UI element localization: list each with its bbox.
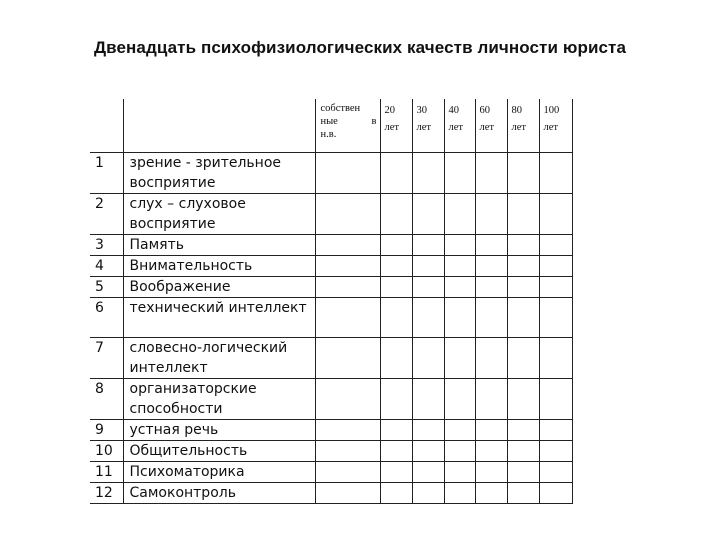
cell-age-value bbox=[412, 298, 444, 338]
row-quality-name: технический интеллект bbox=[123, 298, 315, 338]
cell-age-value bbox=[539, 420, 572, 441]
header-quality-cell bbox=[123, 99, 315, 153]
cell-age-value bbox=[475, 420, 507, 441]
header-age-cell bbox=[507, 99, 539, 153]
cell-age-value bbox=[507, 256, 539, 277]
header-age-number: 60 bbox=[479, 105, 490, 116]
row-number: 7 bbox=[90, 338, 123, 379]
table-row bbox=[90, 379, 572, 420]
cell-own-level bbox=[315, 338, 380, 379]
header-age-cell bbox=[475, 99, 507, 153]
cell-age-value bbox=[380, 256, 412, 277]
cell-age-value bbox=[475, 256, 507, 277]
table-row bbox=[90, 256, 572, 277]
cell-age-value bbox=[475, 441, 507, 462]
cell-age-value bbox=[539, 153, 572, 194]
cell-age-value bbox=[539, 298, 572, 338]
cell-age-value bbox=[380, 441, 412, 462]
cell-age-value bbox=[444, 194, 475, 235]
cell-age-value bbox=[507, 462, 539, 483]
cell-own-level bbox=[315, 298, 380, 338]
cell-age-value bbox=[507, 277, 539, 298]
row-quality-name: Общительность bbox=[123, 441, 315, 462]
row-number: 9 bbox=[90, 420, 123, 441]
cell-age-value bbox=[380, 379, 412, 420]
table-row bbox=[90, 194, 572, 235]
page-title: Двенадцать психофизиологических качеств личности юриста bbox=[93, 38, 627, 57]
cell-age-value bbox=[444, 235, 475, 256]
cell-age-value bbox=[412, 338, 444, 379]
row-number: 10 bbox=[90, 441, 123, 462]
cell-age-value bbox=[444, 483, 475, 504]
header-age-cell bbox=[539, 99, 572, 153]
table-row bbox=[90, 462, 572, 483]
table-row bbox=[90, 338, 572, 379]
header-age-number: 30 bbox=[416, 105, 427, 116]
cell-age-value bbox=[539, 277, 572, 298]
cell-age-value bbox=[475, 194, 507, 235]
row-quality-name: слух – слуховое восприятие bbox=[123, 194, 315, 235]
cell-age-value bbox=[380, 462, 412, 483]
header-age-unit: лет bbox=[384, 122, 399, 133]
cell-age-value bbox=[507, 298, 539, 338]
cell-age-value bbox=[475, 277, 507, 298]
cell-age-value bbox=[507, 338, 539, 379]
cell-age-value bbox=[539, 483, 572, 504]
cell-age-value bbox=[507, 441, 539, 462]
table-row bbox=[90, 298, 572, 338]
cell-age-value bbox=[475, 462, 507, 483]
cell-age-value bbox=[444, 338, 475, 379]
header-age-unit: лет bbox=[479, 122, 494, 133]
cell-own-level bbox=[315, 277, 380, 298]
table-row bbox=[90, 483, 572, 504]
cell-age-value bbox=[412, 153, 444, 194]
cell-own-level bbox=[315, 462, 380, 483]
cell-age-value bbox=[444, 420, 475, 441]
cell-age-value bbox=[475, 483, 507, 504]
cell-age-value bbox=[380, 153, 412, 194]
header-age-cell bbox=[412, 99, 444, 153]
cell-age-value bbox=[412, 420, 444, 441]
row-quality-name: словесно-логический интеллект bbox=[123, 338, 315, 379]
cell-age-value bbox=[380, 298, 412, 338]
cell-age-value bbox=[412, 483, 444, 504]
cell-age-value bbox=[412, 441, 444, 462]
cell-age-value bbox=[507, 153, 539, 194]
row-quality-name: зрение - зрительное восприятие bbox=[123, 153, 315, 194]
row-quality-name: Память bbox=[123, 235, 315, 256]
cell-age-value bbox=[412, 277, 444, 298]
row-number: 4 bbox=[90, 256, 123, 277]
cell-age-value bbox=[444, 256, 475, 277]
cell-age-value bbox=[412, 256, 444, 277]
cell-own-level bbox=[315, 379, 380, 420]
cell-age-value bbox=[380, 483, 412, 504]
cell-age-value bbox=[380, 277, 412, 298]
cell-age-value bbox=[475, 153, 507, 194]
cell-age-value bbox=[507, 235, 539, 256]
cell-age-value bbox=[444, 153, 475, 194]
cell-age-value bbox=[475, 235, 507, 256]
row-number: 5 bbox=[90, 277, 123, 298]
cell-own-level bbox=[315, 153, 380, 194]
cell-age-value bbox=[539, 462, 572, 483]
cell-own-level bbox=[315, 441, 380, 462]
table-row bbox=[90, 153, 572, 194]
cell-age-value bbox=[444, 441, 475, 462]
header-age-number: 80 bbox=[511, 105, 522, 116]
header-number-cell bbox=[90, 99, 123, 153]
cell-age-value bbox=[380, 338, 412, 379]
table-row bbox=[90, 277, 572, 298]
header-own-line2-word2: в bbox=[371, 116, 377, 127]
row-number: 3 bbox=[90, 235, 123, 256]
table-row bbox=[90, 235, 572, 256]
cell-age-value bbox=[444, 462, 475, 483]
row-number: 11 bbox=[90, 462, 123, 483]
cell-own-level bbox=[315, 235, 380, 256]
cell-age-value bbox=[412, 462, 444, 483]
header-age-unit: лет bbox=[416, 122, 431, 133]
header-age-unit: лет bbox=[448, 122, 463, 133]
cell-own-level bbox=[315, 256, 380, 277]
header-age-number: 20 bbox=[384, 105, 395, 116]
cell-age-value bbox=[539, 256, 572, 277]
row-number: 2 bbox=[90, 194, 123, 235]
table-row bbox=[90, 441, 572, 462]
qualities-table bbox=[90, 99, 573, 504]
cell-age-value bbox=[380, 194, 412, 235]
cell-age-value bbox=[444, 277, 475, 298]
cell-age-value bbox=[539, 441, 572, 462]
row-quality-name: устная речь bbox=[123, 420, 315, 441]
row-quality-name: Внимательность bbox=[123, 256, 315, 277]
cell-age-value bbox=[507, 379, 539, 420]
row-quality-name: организаторские способности bbox=[123, 379, 315, 420]
row-number: 6 bbox=[90, 298, 123, 338]
cell-age-value bbox=[539, 379, 572, 420]
header-age-unit: лет bbox=[511, 122, 526, 133]
cell-age-value bbox=[475, 379, 507, 420]
table-body bbox=[90, 153, 572, 504]
cell-age-value bbox=[412, 235, 444, 256]
cell-own-level bbox=[315, 420, 380, 441]
row-quality-name: Самоконтроль bbox=[123, 483, 315, 504]
cell-age-value bbox=[539, 235, 572, 256]
cell-age-value bbox=[475, 298, 507, 338]
cell-age-value bbox=[507, 194, 539, 235]
cell-age-value bbox=[539, 338, 572, 379]
header-age-cell bbox=[444, 99, 475, 153]
header-own-level-cell bbox=[315, 99, 380, 153]
row-number: 1 bbox=[90, 153, 123, 194]
row-quality-name: Воображение bbox=[123, 277, 315, 298]
cell-age-value bbox=[380, 420, 412, 441]
cell-age-value bbox=[475, 338, 507, 379]
header-age-unit: лет bbox=[543, 122, 558, 133]
cell-age-value bbox=[507, 420, 539, 441]
cell-own-level bbox=[315, 194, 380, 235]
table-row bbox=[90, 420, 572, 441]
row-number: 12 bbox=[90, 483, 123, 504]
cell-age-value bbox=[412, 194, 444, 235]
header-age-number: 100 bbox=[543, 105, 560, 116]
header-row bbox=[90, 99, 572, 153]
cell-age-value bbox=[412, 379, 444, 420]
row-quality-name: Психоматорика bbox=[123, 462, 315, 483]
header-own-line2 bbox=[321, 115, 377, 128]
header-age-cell bbox=[380, 99, 412, 153]
cell-age-value bbox=[539, 194, 572, 235]
row-number: 8 bbox=[90, 379, 123, 420]
header-age-number: 40 bbox=[448, 105, 459, 116]
cell-age-value bbox=[507, 483, 539, 504]
cell-own-level bbox=[315, 483, 380, 504]
cell-age-value bbox=[444, 379, 475, 420]
header-own-line1: собствен bbox=[320, 103, 361, 114]
header-own-line3: н.в. bbox=[320, 129, 337, 140]
cell-age-value bbox=[444, 298, 475, 338]
cell-age-value bbox=[380, 235, 412, 256]
header-own-line2-word1: ные bbox=[320, 116, 338, 127]
